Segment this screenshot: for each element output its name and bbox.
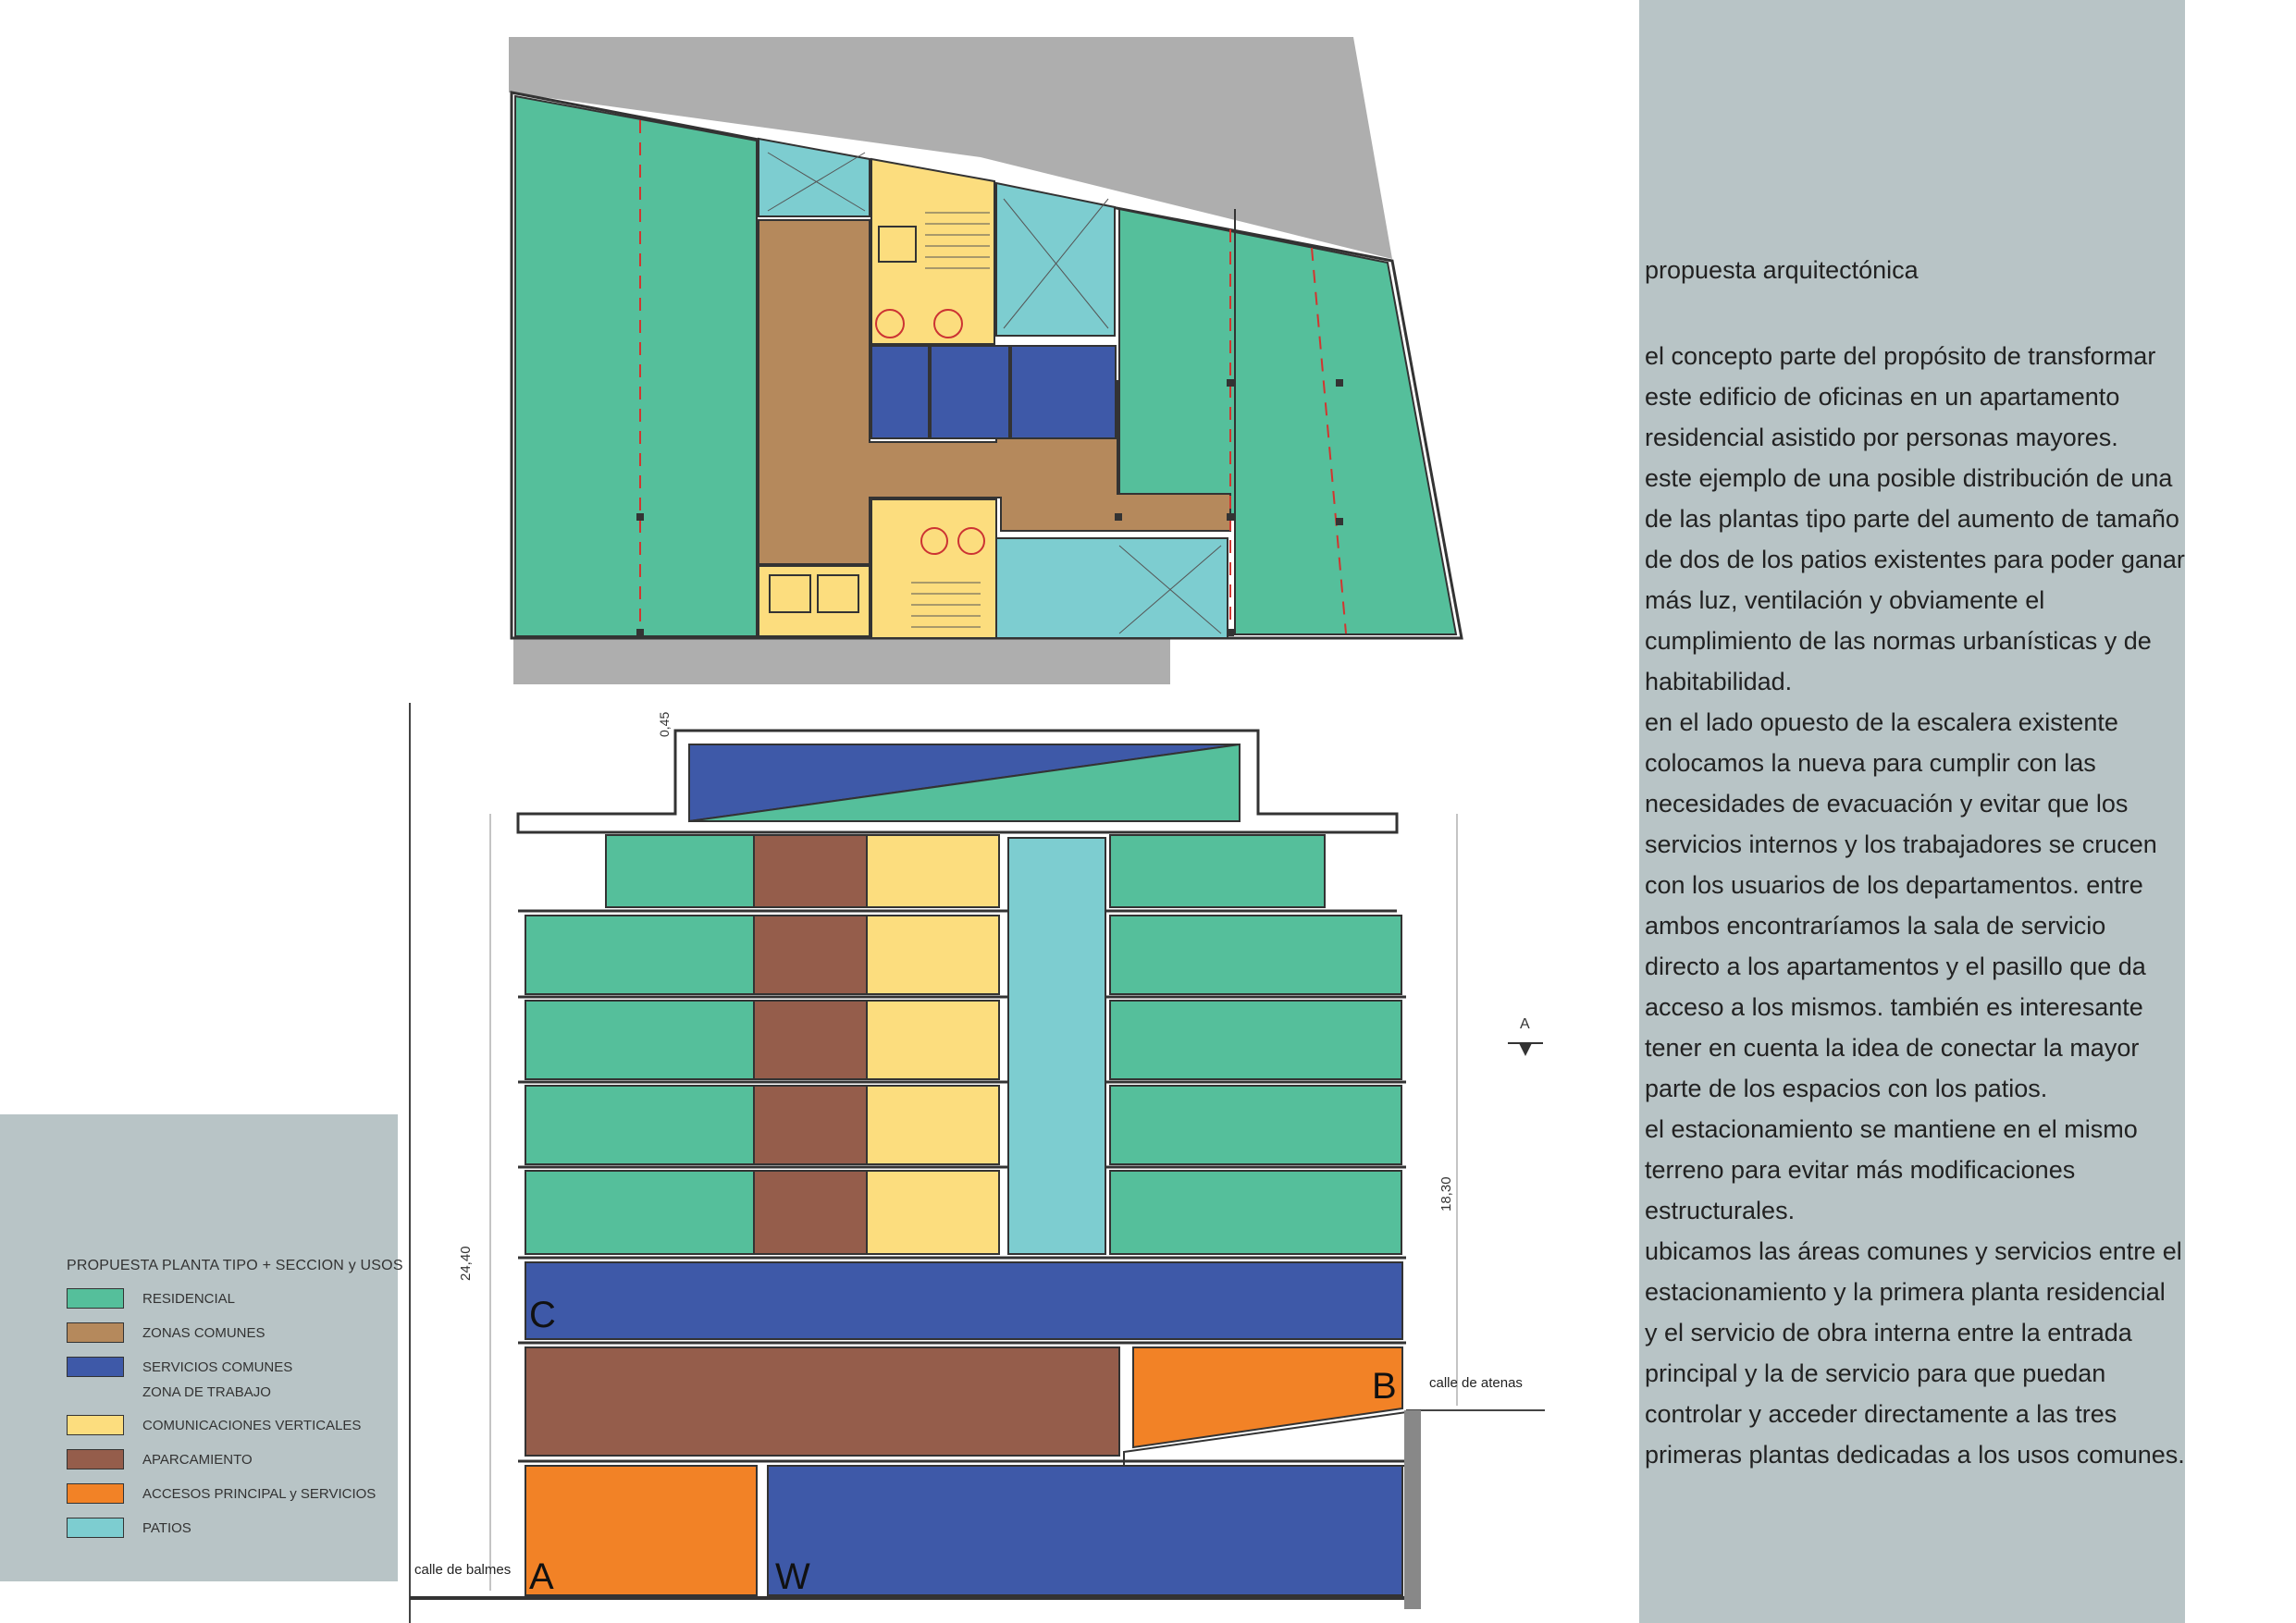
building-section (410, 703, 1545, 1623)
section-parking-upper (525, 1347, 1119, 1456)
description-line: ambos encontraríamos la sala de servicio (1645, 912, 2106, 940)
plan-lift-bottom (759, 566, 870, 636)
legend-swatch (67, 1415, 124, 1435)
dimension-total: 24,40 (458, 1246, 474, 1281)
legend-sublabel: ZONA DE TRABAJO (142, 1384, 271, 1400)
description-line: parte de los espacios con los patios. (1645, 1075, 2048, 1102)
section-label-b: B (1372, 1366, 1397, 1407)
legend-label: APARCAMIENTO (142, 1452, 253, 1468)
legend-label: ACCESOS PRINCIPAL y SERVICIOS (142, 1486, 376, 1502)
plan-patio-3 (996, 538, 1228, 638)
description-line: cumplimiento de las normas urbanísticas y de (1645, 627, 2152, 655)
description-line: directo a los apartamentos y el pasillo que da (1645, 953, 2146, 980)
description-line: terreno para evitar más modificaciones (1645, 1156, 2076, 1184)
description-line: con los usuarios de los departamentos. entre (1645, 871, 2143, 899)
description-line: en el lado opuesto de la escalera existente (1645, 708, 2118, 736)
legend-label: COMUNICACIONES VERTICALES (142, 1418, 362, 1433)
description-line: principal y la de servicio para que puedan (1645, 1359, 2106, 1387)
section-top-common (754, 835, 867, 907)
legend-swatch (67, 1483, 124, 1504)
section-label-a: A (529, 1556, 554, 1597)
dimension-upper: 18,30 (1438, 1176, 1454, 1211)
plan-residential-left (515, 96, 757, 636)
section-top-residential-left (606, 835, 754, 907)
description-line: tener en cuenta la idea de conectar la mayor (1645, 1034, 2140, 1062)
legend-swatch (67, 1518, 124, 1538)
section-label-c: C (529, 1295, 556, 1335)
dimension-top: 0,45 (657, 711, 672, 737)
plan-patio-1 (759, 139, 870, 216)
description-line: estructurales. (1645, 1197, 1796, 1224)
plan-service-2 (931, 346, 1009, 438)
section-cut-arrow (1519, 1043, 1532, 1056)
description-line: este ejemplo de una posible distribución de una (1645, 464, 2173, 492)
description-line: y el servicio de obra interna entre la entrada (1645, 1319, 2132, 1346)
legend-swatch (67, 1449, 124, 1469)
plan-service-1 (871, 346, 929, 438)
legend-label: ZONAS COMUNES (142, 1325, 265, 1341)
description-line: controlar y acceder directamente a las tres (1645, 1400, 2117, 1428)
section-foundation (1404, 1410, 1421, 1609)
section-top-vertical (867, 835, 999, 907)
legend-label: PATIOS (142, 1520, 191, 1536)
legend-swatch (67, 1357, 124, 1377)
section-residential-floors (525, 916, 1401, 1254)
section-top-residential-right (1110, 835, 1325, 907)
street-label-atenas: calle de atenas (1429, 1375, 1523, 1391)
plan-patio-2 (996, 183, 1115, 336)
section-services-w (768, 1466, 1402, 1595)
plan-stair-core-bottom (871, 499, 996, 638)
legend-panel (0, 1114, 398, 1581)
section-cut-mark: A (1520, 1016, 1530, 1032)
description-line: de dos de los patios existentes para poder ganar (1645, 546, 2185, 573)
description-title: propuesta arquitectónica (1645, 256, 1919, 284)
description-line: de las plantas tipo parte del aumento de tamaño (1645, 505, 2179, 533)
description-panel (1639, 0, 2185, 1623)
description-body (1645, 336, 2185, 1475)
section-label-w: W (775, 1556, 810, 1597)
description-line: colocamos la nueva para cumplir con las (1645, 749, 2096, 777)
description-line: necesidades de evacuación y evitar que los (1645, 790, 2129, 818)
description-line: el concepto parte del propósito de transformar (1645, 342, 2156, 370)
plan-stair-core-top (871, 159, 994, 344)
section-access-a (525, 1466, 757, 1595)
section-patio-shaft (1008, 838, 1105, 1254)
legend-label: RESIDENCIAL (142, 1291, 236, 1307)
description-line: este edificio de oficinas en un apartamento (1645, 383, 2120, 411)
legend-title: PROPUESTA PLANTA TIPO + SECCION y USOS (67, 1258, 403, 1273)
section-services-floor (525, 1262, 1402, 1339)
plan-service-3 (1011, 346, 1116, 438)
legend-label: SERVICIOS COMUNES (142, 1359, 293, 1375)
floor-plan (509, 37, 1462, 684)
description-line: primeras plantas dedicadas a los usos comunes. (1645, 1441, 2185, 1469)
description-line: servicios internos y los trabajadores se crucen (1645, 830, 2157, 858)
description-line: habitabilidad. (1645, 668, 1793, 695)
street-label-balmes: calle de balmes (414, 1562, 512, 1578)
legend-swatch (67, 1322, 124, 1343)
description-line: estacionamiento y la primera planta residencial (1645, 1278, 2166, 1306)
description-line: el estacionamiento se mantiene en el mismo (1645, 1115, 2138, 1143)
description-line: acceso a los mismos. también es interesante (1645, 993, 2143, 1021)
description-line: ubicamos las áreas comunes y servicios entre el (1645, 1237, 2182, 1265)
legend-swatch (67, 1288, 124, 1309)
plan-site-neighbor-bottom (513, 638, 1170, 684)
description-line: residencial asistido por personas mayores. (1645, 424, 2118, 451)
description-line: más luz, ventilación y obviamente el (1645, 586, 2045, 614)
